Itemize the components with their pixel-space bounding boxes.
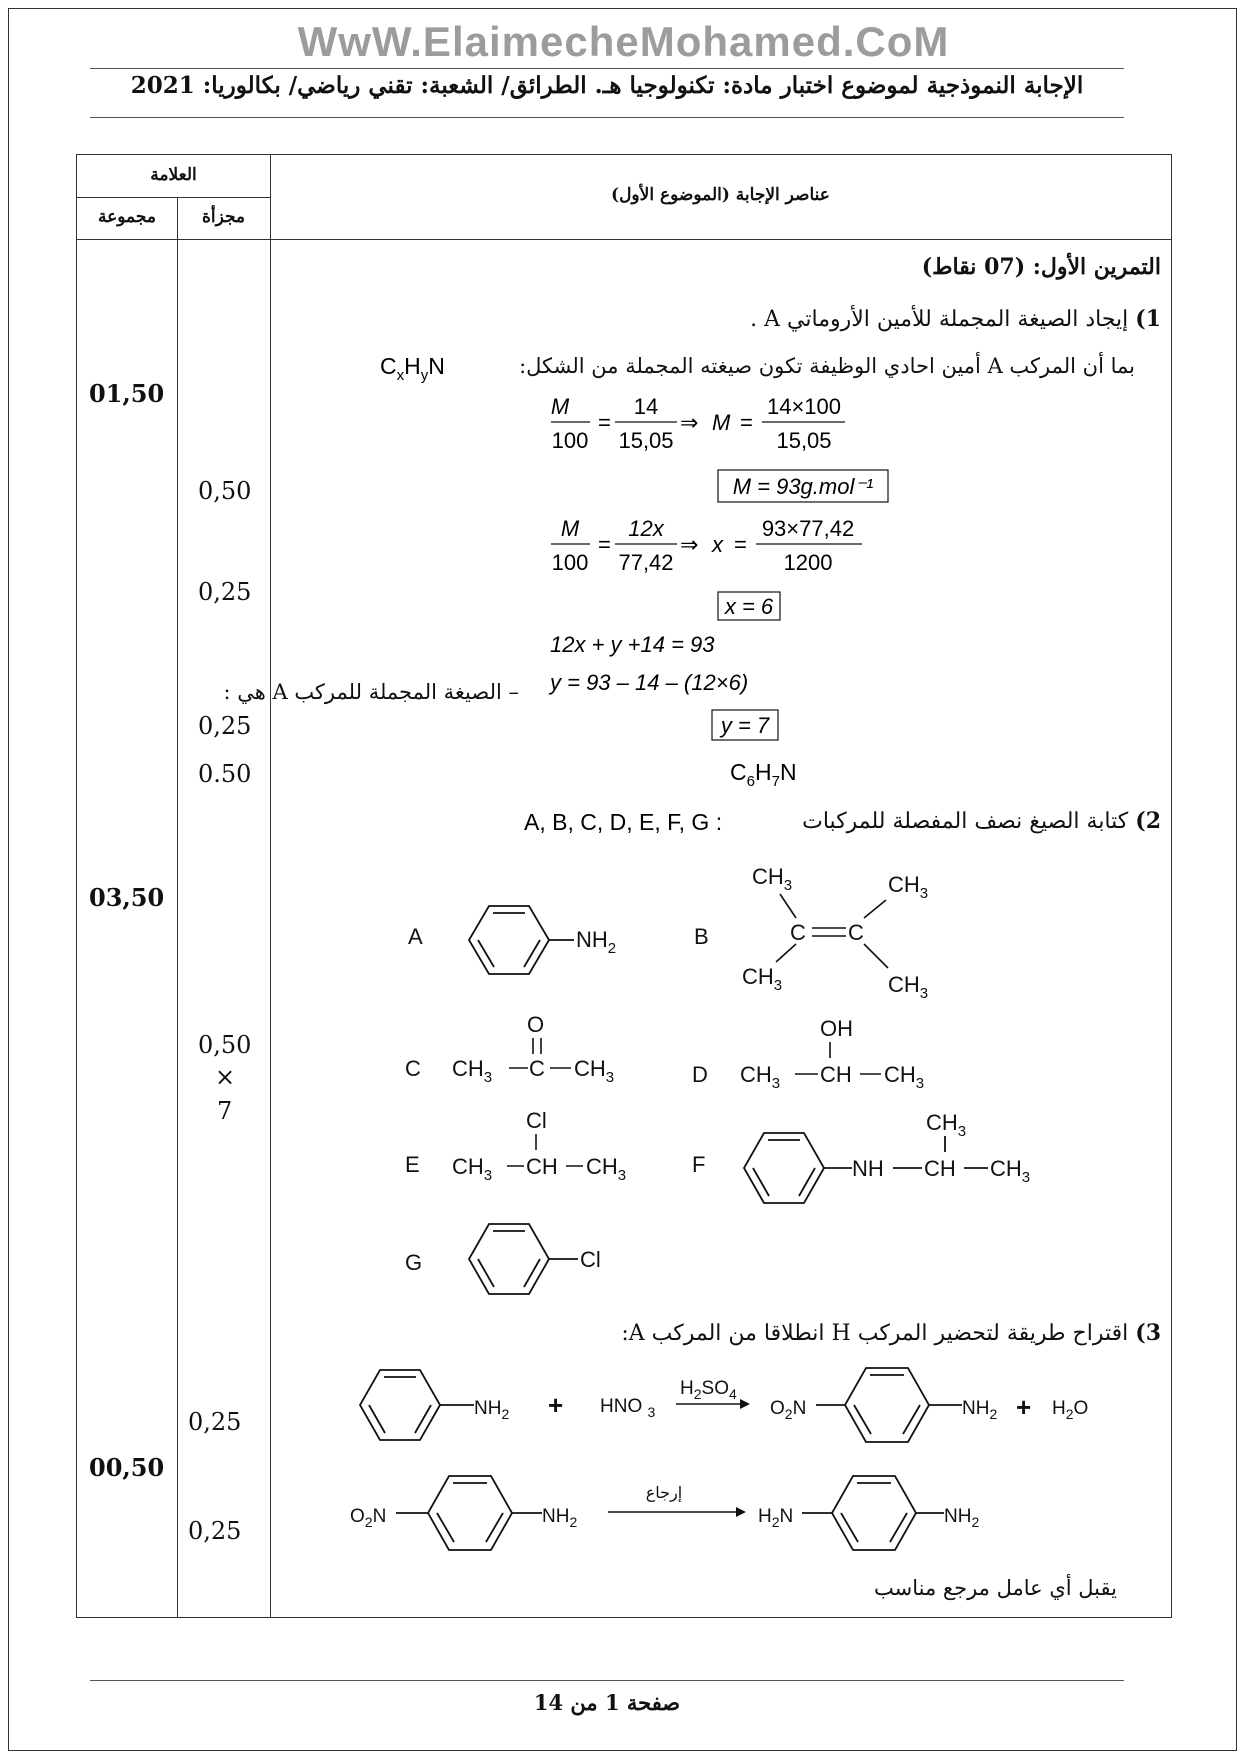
mark-y: 0,25 xyxy=(198,712,252,740)
r2-arrow xyxy=(608,1507,746,1517)
r1-plus1: + xyxy=(548,1390,564,1420)
total-q1: 01,50 xyxy=(89,379,165,408)
E-cl: Cl xyxy=(526,1108,547,1133)
label-A: A xyxy=(408,924,423,949)
r1-nh2-product: $NH_2$ xyxy=(962,1398,998,1422)
label-D: D xyxy=(692,1062,708,1087)
label-B: B xyxy=(694,924,709,949)
page-header: الإجابة النموذجية لموضوع اختبار مادة: تكنولوجيا هـ. الطرائق/ الشعبة: تقني رياضي/ بكالوريا: 2021 xyxy=(130,72,1084,99)
mark-times: × xyxy=(215,1063,236,1091)
eq2-M: M xyxy=(560,516,580,541)
eq2-x: x xyxy=(712,532,723,557)
eq1-implies: ⇒ xyxy=(680,410,699,435)
result-y: y = 7 xyxy=(720,713,770,738)
q3-note: يقبل أي عامل مرجع مناسب xyxy=(874,1576,1117,1600)
label-F: F xyxy=(692,1152,706,1177)
E-ch: CH xyxy=(526,1154,558,1179)
q2-number: 2) xyxy=(1135,808,1161,834)
mark-reduction: 0,25 xyxy=(188,1517,242,1545)
B-ch3-tl: $CH_3$ xyxy=(752,864,793,894)
C-ch3-l: $CH_3$ xyxy=(452,1056,493,1086)
eq2-implies: ⇒ xyxy=(680,532,699,557)
C-o: O xyxy=(527,1012,545,1037)
r1-o2n: $O_2N$ xyxy=(770,1398,807,1422)
exercise-title: التمرين الأول: (07 نقاط) xyxy=(921,254,1161,280)
C-c: C xyxy=(529,1056,545,1081)
grade-header: العلامة xyxy=(150,165,197,185)
mark-nitration: 0,25 xyxy=(188,1408,242,1436)
eq1-14: 14 xyxy=(633,394,659,419)
mark-formula: 0.50 xyxy=(198,760,252,788)
result-formula: $C_6H_7N$ xyxy=(730,759,797,790)
E-ch3-r: $CH_3$ xyxy=(586,1154,627,1184)
mark-structures: 0,50 xyxy=(198,1031,252,1059)
r1-arrow xyxy=(676,1399,750,1409)
q1-result-text: – الصيغة المجملة للمركب A هي : xyxy=(223,680,519,704)
footer-rule xyxy=(90,1680,1124,1681)
eq1-M2: M xyxy=(712,410,731,435)
r1-plus2: + xyxy=(1016,1392,1032,1422)
eq1-1505b: 15,05 xyxy=(776,428,832,453)
eq1-1505: 15,05 xyxy=(618,428,674,453)
result-M: M = 93g.mol⁻¹ xyxy=(732,474,874,499)
benzene-r1-nitroaniline xyxy=(816,1368,962,1442)
benzene-G xyxy=(469,1224,578,1294)
eq1-equal2: = xyxy=(740,410,753,435)
G-cl: Cl xyxy=(580,1247,601,1272)
partial-header: مجزأة xyxy=(201,207,246,227)
eq1-M: M xyxy=(550,394,570,419)
eq2-equal: = xyxy=(598,532,611,557)
eq1-equal: = xyxy=(598,410,611,435)
q1-number: 1) xyxy=(1135,306,1161,332)
benzene-r2-product xyxy=(802,1476,944,1550)
C-ch3-r: $CH_3$ xyxy=(574,1056,615,1086)
eq2-1200: 1200 xyxy=(783,550,833,575)
r1-h2o: $H_2O$ xyxy=(1052,1398,1089,1422)
eq2-7742: 77,42 xyxy=(618,550,674,575)
q2-title: كتابة الصيغ نصف المفصلة للمركبات xyxy=(802,809,1129,834)
r2-nh2-product: $NH_2$ xyxy=(944,1506,980,1530)
D-ch: CH xyxy=(820,1062,852,1087)
eq3-sum: 12x + y +14 = 93 xyxy=(550,632,715,657)
r2-reflux: إرجاع xyxy=(645,1485,683,1502)
page-footer: صفحة 1 من 14 xyxy=(533,1690,681,1715)
A-NH: $NH_2$ xyxy=(576,927,617,957)
B-ch3-br: $CH_3$ xyxy=(888,972,929,1002)
label-C: C xyxy=(405,1056,421,1081)
label-E: E xyxy=(405,1152,420,1177)
B-ch3-bl: $CH_3$ xyxy=(742,964,783,994)
q3-number: 3) xyxy=(1135,1320,1161,1346)
answer-header: عناصر الإجابة (الموضوع الأول) xyxy=(611,185,830,205)
q3-title: اقتراح طريقة لتحضير المركب H انطلاقا من المركب A: xyxy=(621,1321,1129,1346)
E-ch3-l: $CH_3$ xyxy=(452,1154,493,1184)
D-oh: OH xyxy=(820,1016,853,1041)
B-c2: C xyxy=(848,920,864,945)
r2-o2n: $O_2N$ xyxy=(350,1506,387,1530)
r1-nh2: $NH_2$ xyxy=(474,1398,510,1422)
mark-M: 0,50 xyxy=(198,477,252,505)
eq2-12x: 12x xyxy=(628,516,664,541)
q2-compounds: A, B, C, D, E, F, G : xyxy=(524,809,723,835)
mark-count: 7 xyxy=(217,1097,233,1125)
benzene-r1-aniline xyxy=(360,1370,474,1440)
F-ch3-top: $CH_3$ xyxy=(926,1110,967,1140)
q1-intro: بما أن المركب A أمين احادي الوظيفة تكون صيغته المجملة من الشكل: xyxy=(519,354,1135,378)
eq2-100: 100 xyxy=(551,550,589,575)
B-c1: C xyxy=(790,920,806,945)
benzene-A xyxy=(469,906,574,974)
r1-h2so4: $H_2SO_4$ xyxy=(680,1378,737,1402)
F-nh: NH xyxy=(852,1156,884,1181)
B-ch3-tr: $CH_3$ xyxy=(888,872,929,902)
general-formula: $C_xH_yN$ xyxy=(380,353,445,384)
D-ch3-r: $CH_3$ xyxy=(884,1062,925,1092)
F-ch3-r: $CH_3$ xyxy=(990,1156,1031,1186)
q1-title: إيجاد الصيغة المجملة للأمين الأروماتي A . xyxy=(750,307,1129,332)
eq1-100: 100 xyxy=(551,428,589,453)
r1-hno3: HNO $_3$ xyxy=(600,1396,656,1420)
total-header: مجموعة xyxy=(98,207,156,227)
r2-h2n: $H_2N$ xyxy=(758,1506,794,1530)
D-ch3-l: $CH_3$ xyxy=(740,1062,781,1092)
result-x: x = 6 xyxy=(724,594,774,619)
mark-x: 0,25 xyxy=(198,578,252,606)
label-G: G xyxy=(405,1250,423,1275)
eq2-93x7742: 93×77,42 xyxy=(761,516,855,541)
eq1-14x100: 14×100 xyxy=(766,394,842,419)
watermark: WwW.ElaimecheMohamed.CoM xyxy=(297,18,950,65)
r2-nh2: $NH_2$ xyxy=(542,1506,578,1530)
total-q2: 03,50 xyxy=(89,883,165,912)
eq2-equal2: = xyxy=(734,532,747,557)
total-q3: 00,50 xyxy=(89,1453,165,1482)
eq3-ycalc: y = 93 – 14 – (12×6) xyxy=(550,670,749,695)
F-ch: CH xyxy=(924,1156,956,1181)
benzene-r2-reactant xyxy=(396,1476,542,1550)
